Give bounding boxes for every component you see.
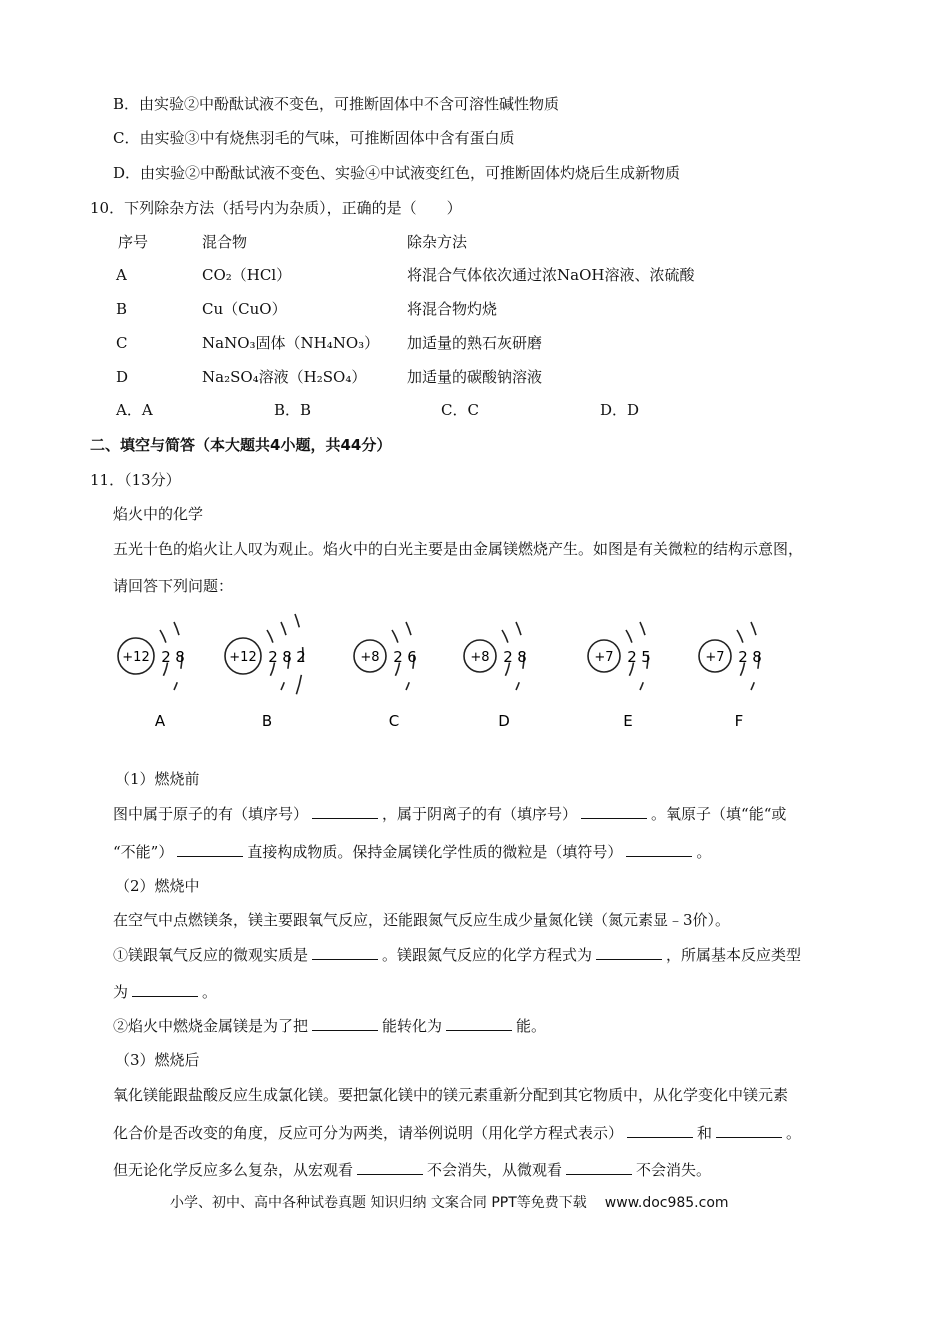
table-cell-method: 加适量的熟石灰研磨 <box>407 334 543 352</box>
particle-d <box>464 622 527 730</box>
part-2-heading: （2）燃烧中 <box>115 877 200 895</box>
part-2-line-3 <box>113 982 217 1002</box>
prompt-text: 。 <box>786 1124 802 1142</box>
table-cell-mixture: CO₂（HCl） <box>202 266 292 284</box>
part-2-line-4 <box>113 1016 546 1036</box>
shell-electron-count: 2 <box>738 648 748 666</box>
answer-blank[interactable] <box>177 842 243 857</box>
answer-blank[interactable] <box>312 1016 378 1031</box>
answer-blank[interactable] <box>312 945 378 960</box>
shell-electron-count: 2 <box>161 648 171 666</box>
answer-blank[interactable] <box>627 1123 693 1138</box>
part-2-line-1: 在空气中点燃镁条，镁主要跟氧气反应，还能跟氮气反应生成少量氮化镁（氮元素显﹣3价）。 <box>113 911 731 929</box>
prompt-text: 化合价是否改变的角度，反应可分为两类，请举例说明（用化学方程式表示） <box>113 1124 624 1142</box>
prompt-text: 能。 <box>516 1017 547 1035</box>
nucleus-charge: +7 <box>705 650 725 665</box>
table-cell-id: B <box>116 300 128 318</box>
shell-electron-count: 2 <box>503 648 513 666</box>
particle-f <box>699 622 762 730</box>
answer-blank[interactable] <box>581 804 647 819</box>
particle-label: B <box>261 712 273 730</box>
footer-url[interactable]: www.doc985.com <box>604 1195 729 1211</box>
page-footer <box>170 1192 729 1212</box>
prompt-text: ，所属基本反应类型 <box>666 946 802 964</box>
table-header-method: 除杂方法 <box>407 233 468 251</box>
answer-blank[interactable] <box>716 1123 782 1138</box>
table-cell-id: D <box>116 368 129 386</box>
part-3-line-2 <box>113 1123 801 1143</box>
choice-a: A．A <box>116 401 153 419</box>
prompt-text: ①镁跟氧气反应的微观实质是 <box>113 946 309 964</box>
intro-text: 五光十色的焰火让人叹为观止。焰火中的白光主要是由金属镁燃烧产生。如图是有关微粒的结构示意图， <box>113 540 804 558</box>
answer-blank[interactable] <box>312 804 378 819</box>
particle-label: E <box>623 712 633 730</box>
nucleus-charge: +8 <box>470 650 490 665</box>
prompt-text: 图中属于原子的有（填序号） <box>113 805 309 823</box>
shell-electron-count: 2 <box>268 648 278 666</box>
table-cell-mixture: Cu（CuO） <box>202 300 287 318</box>
prompt-text: 但无论化学反应多么复杂，从宏观看 <box>113 1161 354 1179</box>
choice-d: D．D <box>600 401 640 419</box>
table-cell-id: A <box>116 266 127 284</box>
nucleus-charge: +7 <box>594 650 614 665</box>
part-1-line-2 <box>113 842 711 862</box>
particle-label: C <box>388 712 400 730</box>
prompt-text: 。氧原子（填“能“或 <box>651 805 787 823</box>
particle-e <box>588 622 651 730</box>
particle-c <box>354 622 417 730</box>
answer-blank[interactable] <box>132 982 198 997</box>
particle-a <box>118 622 185 730</box>
prompt-text: ，属于阴离子的有（填序号） <box>382 805 578 823</box>
prompt-text: 。镁跟氮气反应的化学方程式为 <box>382 946 593 964</box>
table-cell-mixture: Na₂SO₄溶液（H₂SO₄） <box>202 368 367 386</box>
answer-blank[interactable] <box>626 842 692 857</box>
shell-electron-count: 8 <box>752 648 762 666</box>
particle-label: A <box>154 712 166 730</box>
table-cell-method: 将混合气体依次通过浓NaOH溶液、浓硫酸 <box>407 266 695 284</box>
table-cell-method: 加适量的碳酸钠溶液 <box>407 368 543 386</box>
table-cell-mixture: NaNO₃固体（NH₄NO₃） <box>202 334 380 352</box>
prompt-text: 能转化为 <box>382 1017 443 1035</box>
prompt-text: 不会消失，从微观看 <box>427 1161 563 1179</box>
question-11-title: 焰火中的化学 <box>113 505 204 523</box>
option-c: C．由实验③中有烧焦羽毛的气味，可推断固体中含有蛋白质 <box>113 129 515 147</box>
part-2-line-2 <box>113 945 801 965</box>
answer-blank[interactable] <box>357 1160 423 1175</box>
choice-c: C．C <box>441 401 479 419</box>
question-10-stem: 10．下列除杂方法（括号内为杂质），正确的是（ ） <box>90 199 462 217</box>
shell-electron-count: 6 <box>407 648 417 666</box>
part-3-heading: （3）燃烧后 <box>115 1051 200 1069</box>
intro-text: 请回答下列问题： <box>113 577 234 595</box>
shell-electron-count: 8 <box>175 648 185 666</box>
shell-electron-count: 2 <box>627 648 637 666</box>
prompt-text: 。 <box>696 843 712 861</box>
question-11-number: 11．（13分） <box>90 471 181 489</box>
prompt-text: 。 <box>202 983 218 1001</box>
table-header-id: 序号 <box>118 233 149 251</box>
prompt-text: 直接构成物质。保持金属镁化学性质的微粒是（填符号） <box>247 843 623 861</box>
option-d: D．由实验②中酚酞试液不变色、实验④中试液变红色，可推断固体灼烧后生成新物质 <box>113 164 681 182</box>
table-header-mixture: 混合物 <box>202 233 248 251</box>
part-3-line-1: 氧化镁能跟盐酸反应生成氯化镁。要把氯化镁中的镁元素重新分配到其它物质中，从化学变化中镁元素 <box>113 1086 789 1104</box>
part-3-line-3 <box>113 1160 711 1180</box>
nucleus-charge: +8 <box>360 650 380 665</box>
prompt-text: 不会消失。 <box>636 1161 712 1179</box>
shell-electron-count: 8 <box>517 648 527 666</box>
prompt-text: 为 <box>113 983 129 1001</box>
answer-blank[interactable] <box>596 945 662 960</box>
particle-b <box>225 614 306 730</box>
answer-blank[interactable] <box>566 1160 632 1175</box>
nucleus-charge: +12 <box>122 650 150 665</box>
shell-electron-count: 5 <box>641 648 651 666</box>
part-1-line-1 <box>113 804 786 824</box>
prompt-text: 和 <box>697 1124 713 1142</box>
prompt-text: ②焰火中燃烧金属镁是为了把 <box>113 1017 309 1035</box>
shell-electron-count: 2 <box>393 648 403 666</box>
table-cell-method: 将混合物灼烧 <box>407 300 498 318</box>
option-b: B．由实验②中酚酞试液不变色，可推断固体中不含可溶性碱性物质 <box>113 95 560 113</box>
choice-b: B．B <box>274 401 312 419</box>
particle-label: D <box>498 712 510 730</box>
section-heading: 二、填空与简答（本大题共4小题，共44分） <box>90 436 392 454</box>
shell-electron-count: 8 <box>282 648 292 666</box>
particle-structure-diagrams <box>100 612 800 742</box>
shell-electron-count: 2 <box>296 648 306 666</box>
table-cell-id: C <box>116 334 128 352</box>
answer-blank[interactable] <box>446 1016 512 1031</box>
footer-text: 小学、初中、高中各种试卷真题 知识归纳 文案合同 PPT等免费下载 <box>170 1195 587 1211</box>
nucleus-charge: +12 <box>229 650 257 665</box>
particle-label: F <box>734 712 744 730</box>
prompt-text: “不能”） <box>113 843 174 861</box>
part-1-heading: （1）燃烧前 <box>115 770 200 788</box>
